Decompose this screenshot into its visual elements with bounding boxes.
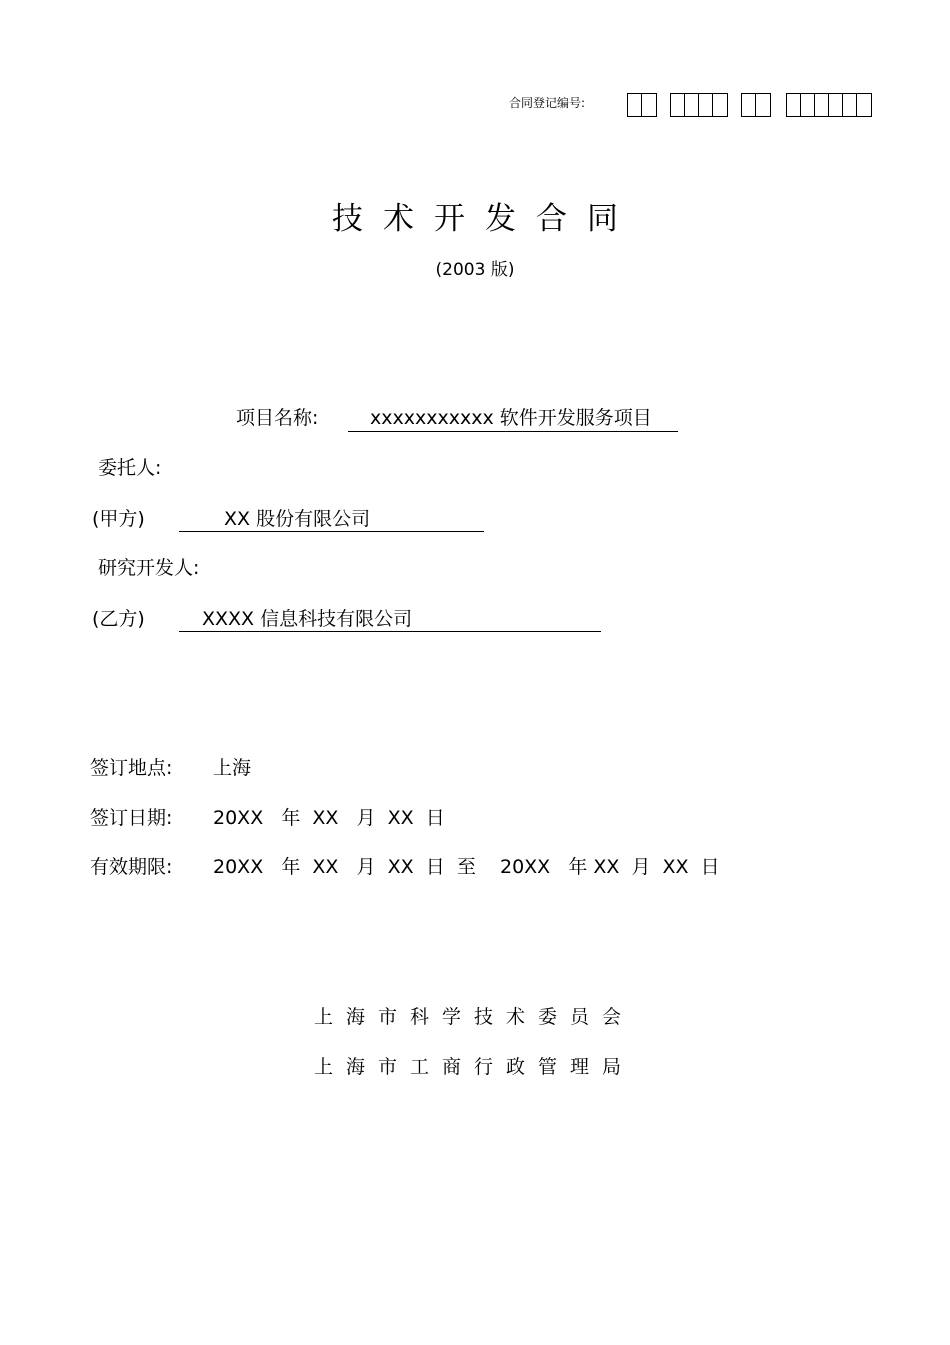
registration-label: 合同登记编号: (509, 96, 586, 110)
registration-box-group-3[interactable] (741, 93, 771, 117)
registration-cell (829, 94, 843, 116)
registration-cell (642, 94, 656, 116)
registration-cell (742, 94, 756, 116)
registration-cell (857, 94, 871, 116)
document-title: 技术开发合同 (332, 201, 638, 237)
client-role-label: 委托人: (98, 457, 162, 479)
client-party-label: (甲方) (92, 508, 145, 530)
client-name-underline (179, 531, 484, 532)
registration-cell (801, 94, 815, 116)
signing-date-label: 签订日期: (90, 807, 173, 829)
project-name-label: 项目名称: (236, 407, 319, 429)
signing-place-value: 上海 (213, 757, 252, 779)
issuer-industry-commerce-bureau: 上海市工商行政管理局 (314, 1056, 635, 1078)
validity-label: 有效期限: (90, 856, 173, 878)
registration-box-group-2[interactable] (670, 93, 728, 117)
project-name-underline (348, 431, 678, 432)
registration-cell (628, 94, 642, 116)
developer-name-underline (179, 631, 601, 632)
issuer-science-commission: 上海市科学技术委员会 (314, 1006, 635, 1028)
registration-cell (815, 94, 829, 116)
project-name-value: xxxxxxxxxxx 软件开发服务项目 (370, 407, 652, 429)
registration-cell (685, 94, 699, 116)
registration-cell (713, 94, 727, 116)
developer-party-label: (乙方) (92, 608, 145, 630)
registration-cell (787, 94, 801, 116)
developer-role-label: 研究开发人: (98, 557, 200, 579)
registration-cell (756, 94, 770, 116)
signing-place-label: 签订地点: (90, 757, 173, 779)
document-version: (2003 版) (435, 260, 515, 280)
client-name: XX 股份有限公司 (224, 508, 371, 530)
registration-cell (843, 94, 857, 116)
developer-name: XXXX 信息科技有限公司 (202, 608, 413, 630)
registration-box-group-1[interactable] (627, 93, 657, 117)
registration-cell (671, 94, 685, 116)
registration-box-group-4[interactable] (786, 93, 872, 117)
validity-value: 20XX 年 XX 月 XX 日 至 20XX 年 XX 月 XX 日 (213, 856, 720, 878)
registration-cell (699, 94, 713, 116)
signing-date-value: 20XX 年 XX 月 XX 日 (213, 807, 445, 829)
